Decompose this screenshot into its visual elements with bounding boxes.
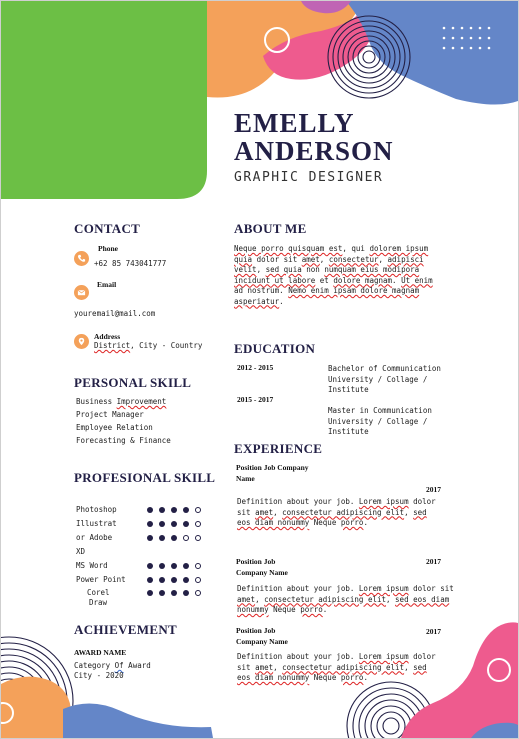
experience-year: 2017 bbox=[426, 627, 441, 636]
skill-rating bbox=[147, 507, 201, 513]
experience-description bbox=[237, 652, 452, 684]
about-text bbox=[234, 244, 449, 307]
email-icon bbox=[74, 285, 89, 300]
phone-label: Phone bbox=[98, 244, 119, 253]
about-line: ad nostrum. Nemo enim ipsam dolore magnam bbox=[234, 286, 420, 295]
award-category-b: Of bbox=[114, 661, 124, 670]
skill-dot-filled bbox=[171, 507, 177, 513]
skill-dot-filled bbox=[147, 577, 153, 583]
skill-dot-filled bbox=[183, 590, 189, 596]
address-district: District bbox=[94, 341, 131, 350]
skill-label: XD bbox=[76, 547, 86, 556]
address-city: , City - Country bbox=[130, 341, 203, 350]
education-line: Bachelor of Communication bbox=[328, 364, 441, 373]
education-line: University / Collage / bbox=[328, 416, 428, 426]
skill-dot-filled bbox=[171, 577, 177, 583]
skill-dot-filled bbox=[159, 507, 165, 513]
skill-dot-empty bbox=[183, 535, 189, 541]
skill-label: Power Point bbox=[76, 575, 126, 584]
education-line: Institute bbox=[328, 385, 369, 394]
personal-skill-item: Forecasting & Finance bbox=[76, 436, 171, 445]
education-line: Institute bbox=[328, 427, 369, 436]
skill-label: Photoshop bbox=[76, 505, 117, 514]
skill-dot-empty bbox=[195, 535, 201, 541]
skill-dot-filled bbox=[159, 535, 165, 541]
skill-rating bbox=[147, 577, 201, 583]
skill-dot-filled bbox=[147, 590, 153, 596]
skill-dot-filled bbox=[183, 577, 189, 583]
award-location: City - 2020 bbox=[74, 671, 124, 680]
experience-description bbox=[237, 584, 467, 616]
skill-label: or Adobe bbox=[76, 533, 113, 542]
skill-dot-filled bbox=[159, 521, 165, 527]
education-years: 2012 - 2015 bbox=[237, 363, 274, 372]
education-line: University / Collage / bbox=[328, 374, 428, 384]
skill-dot-filled bbox=[159, 590, 165, 596]
skill-dot-filled bbox=[147, 521, 153, 527]
skill-dot-filled bbox=[171, 563, 177, 569]
experience-title-line: Position Job bbox=[236, 626, 276, 635]
skill-dot-filled bbox=[147, 563, 153, 569]
achievement-heading: ACHIEVEMENT bbox=[74, 622, 177, 637]
skill-label: Corel bbox=[87, 588, 110, 597]
experience-line: Definition about your job. Lorem ipsum dolor bbox=[237, 497, 436, 506]
professional-skill-heading: PROFESIONAL SKILL bbox=[74, 470, 216, 485]
personal-skill-heading: PERSONAL SKILL bbox=[74, 375, 192, 390]
contact-heading: CONTACT bbox=[74, 221, 141, 236]
award-name: AWARD NAME bbox=[74, 648, 127, 657]
personal-skill-1b: Improvement bbox=[116, 397, 167, 406]
personal-skill-item: Project Manager bbox=[76, 410, 144, 419]
skill-dot-empty bbox=[195, 521, 201, 527]
address-value bbox=[94, 341, 202, 352]
experience-year: 2017 bbox=[426, 557, 441, 566]
skill-dot-empty bbox=[195, 590, 201, 596]
skill-dot-filled bbox=[159, 577, 165, 583]
experience-heading: EXPERIENCE bbox=[234, 441, 323, 456]
skill-dot-empty bbox=[195, 563, 201, 569]
email-label: Email bbox=[97, 280, 117, 289]
location-icon bbox=[74, 334, 89, 349]
skill-dot-filled bbox=[171, 521, 177, 527]
experience-title-line: Company Name bbox=[236, 636, 288, 646]
address-label: Address bbox=[94, 332, 121, 341]
personal-skill-item bbox=[76, 397, 166, 408]
experience-line: sit amet, consectetur adipiscing elit, sed bbox=[237, 662, 427, 672]
education-detail bbox=[328, 406, 432, 438]
email-value: youremail@mail.com bbox=[74, 309, 156, 318]
skill-label: MS Word bbox=[76, 561, 108, 570]
experience-line: eos diam nonummy Neque porro. bbox=[237, 673, 368, 682]
about-line: asperiatur. bbox=[234, 296, 284, 306]
skill-dot-filled bbox=[183, 507, 189, 513]
skill-dot-filled bbox=[171, 535, 177, 541]
experience-title bbox=[236, 463, 309, 484]
experience-line: eos diam nonummy Neque porro. bbox=[237, 518, 368, 527]
skill-dot-filled bbox=[183, 563, 189, 569]
experience-line: Definition about your job. Lorem ipsum dolor sit bbox=[237, 584, 454, 593]
name-heading bbox=[234, 109, 394, 165]
skill-dot-filled bbox=[159, 563, 165, 569]
skill-dot-filled bbox=[183, 521, 189, 527]
award-category bbox=[74, 661, 151, 672]
job-role: GRAPHIC DESIGNER bbox=[234, 170, 384, 185]
about-line: Neque porro quisquam est, qui dolorem ipsum bbox=[234, 244, 429, 253]
experience-title bbox=[236, 557, 288, 578]
education-heading: EDUCATION bbox=[234, 341, 316, 356]
skill-dot-filled bbox=[171, 590, 177, 596]
phone-value: +62 85 743041777 bbox=[94, 259, 167, 268]
about-line: quia dolor sit amet, consectetur, adipisci bbox=[234, 254, 424, 264]
education-years: 2015 - 2017 bbox=[237, 395, 274, 404]
skill-dot-filled bbox=[147, 507, 153, 513]
skill-label: Illustrat bbox=[76, 519, 117, 528]
education-line: Master in Communication bbox=[328, 406, 432, 415]
experience-line: Definition about your job. Lorem ipsum dolor bbox=[237, 652, 436, 661]
personal-skill-item: Employee Relation bbox=[76, 423, 153, 432]
skill-dot-empty bbox=[195, 577, 201, 583]
blue-blob-bottom bbox=[63, 703, 213, 738]
experience-line: nonummy Neque porro. bbox=[237, 605, 328, 614]
education-detail bbox=[328, 364, 441, 396]
experience-title-line: Name bbox=[236, 473, 255, 483]
experience-title-line: Company Name bbox=[236, 567, 288, 577]
experience-title-line: Position Job Company bbox=[236, 463, 309, 472]
skill-dot-filled bbox=[147, 535, 153, 541]
first-name: EMELLY bbox=[234, 108, 355, 138]
experience-line: sit amet, consectetur adipiscing elit, sed bbox=[237, 507, 427, 517]
skill-rating bbox=[147, 590, 201, 596]
about-line: velit, sed quia non numquam eius modipora bbox=[234, 265, 420, 274]
award-category-a: Category bbox=[74, 661, 115, 670]
last-name: ANDERSON bbox=[234, 136, 394, 166]
about-line: incidunt ut labore et dolore magnam. Ut enim bbox=[234, 275, 433, 285]
experience-line: amet, consectetur adipiscing elit, sed eos diam bbox=[237, 594, 450, 604]
skill-rating bbox=[147, 535, 201, 541]
skill-label: Draw bbox=[89, 598, 108, 607]
experience-year: 2017 bbox=[426, 485, 441, 494]
experience-title bbox=[236, 626, 288, 647]
green-blob bbox=[1, 1, 207, 199]
skill-dot-empty bbox=[195, 507, 201, 513]
skill-rating bbox=[147, 563, 201, 569]
award-category-c: Award bbox=[123, 661, 151, 670]
personal-skill-1a: Business bbox=[76, 397, 117, 406]
skill-rating bbox=[147, 521, 201, 527]
about-heading: ABOUT ME bbox=[234, 221, 307, 236]
experience-title-line: Position Job bbox=[236, 557, 276, 566]
experience-description bbox=[237, 497, 452, 529]
phone-icon bbox=[74, 251, 89, 266]
